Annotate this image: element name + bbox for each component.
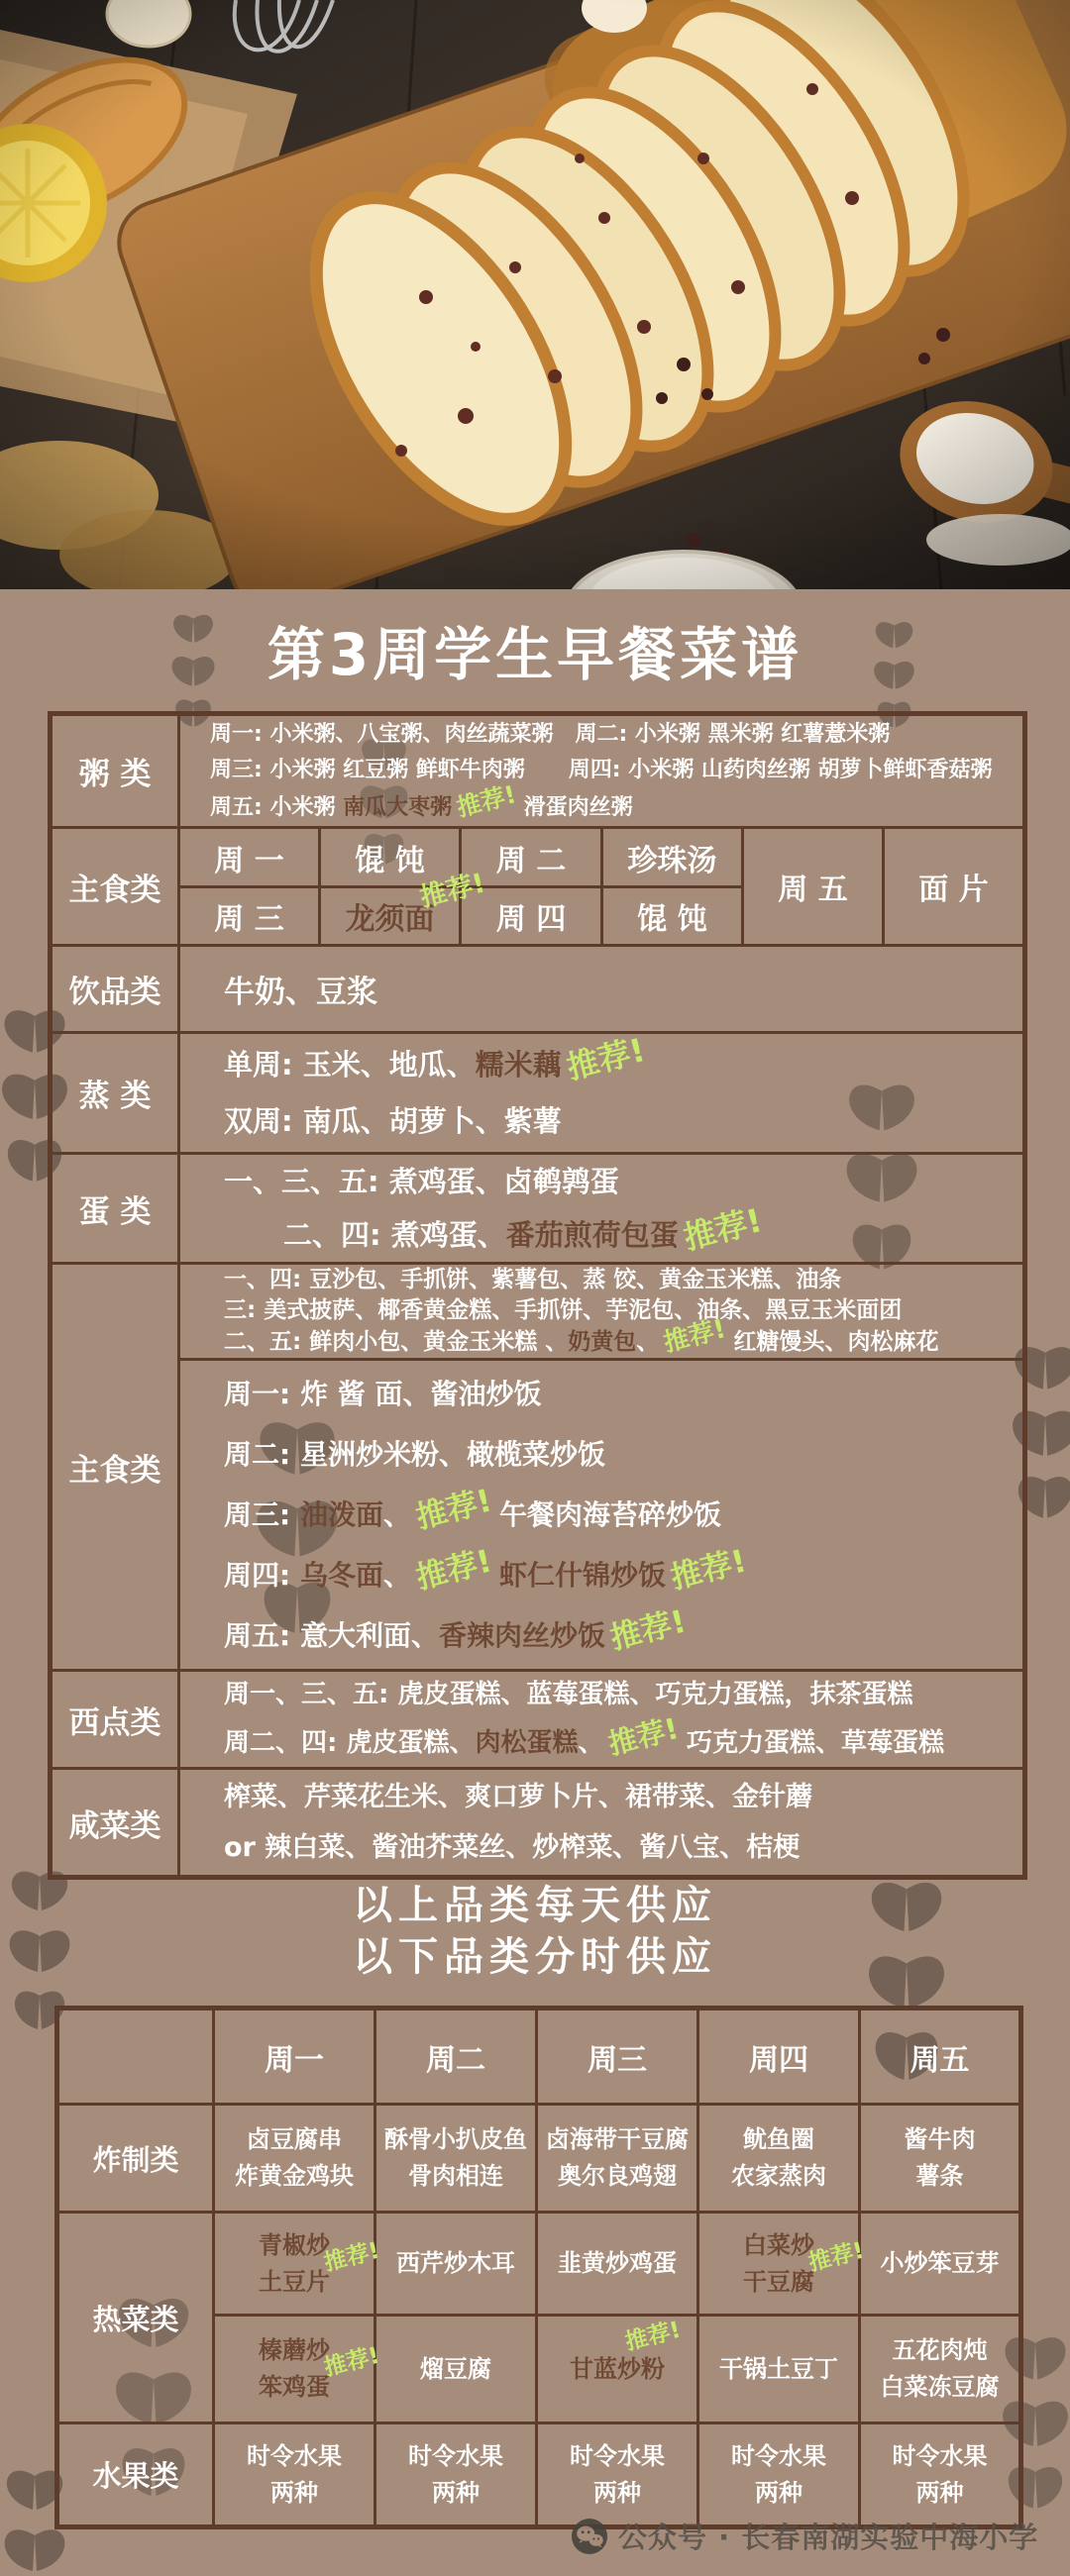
dish-text: 周四:: [224, 1559, 300, 1592]
dish-cell: [602, 828, 743, 887]
menu-line: [224, 1605, 1022, 1666]
highlighted-dish: 肉松蛋糕: [475, 1728, 579, 1758]
menu-line: [224, 1093, 1022, 1150]
row-day-header: [57, 2009, 1021, 2105]
wechat-icon: [571, 2518, 608, 2555]
footer-text: 公众号 · 长春南湖实验中海小学: [618, 2521, 1039, 2554]
recommend-badge: 推荐!: [667, 1543, 750, 1597]
category-label-eggs: 蛋 类: [51, 1154, 179, 1264]
category-label-fried: 炸制类: [57, 2105, 214, 2213]
highlighted-dish-cell: [214, 2316, 382, 2423]
menu-line: 甘蓝炒粉: [570, 2354, 665, 2383]
dish-cell: [860, 2105, 1021, 2213]
row-noodles-a: [51, 828, 1025, 887]
dish-cell: [375, 2316, 537, 2423]
category-label-hot: 热菜类: [57, 2213, 214, 2423]
menu-line: [224, 1822, 1022, 1873]
dish-cell: [884, 828, 1025, 946]
menu-content-eggs: [179, 1154, 1025, 1264]
dish-text: 周 四: [495, 902, 567, 937]
dish-cell: [214, 2423, 375, 2527]
menu-line: [224, 1711, 1022, 1767]
dish-text: 馄 饨: [355, 843, 425, 878]
row-staple-a: [51, 1264, 1025, 1360]
dish-text: 周一、三、五: 虎皮蛋糕、蓝莓蛋糕、巧克力蛋糕，抹茶蛋糕: [224, 1680, 913, 1709]
menu-line: 酱牛肉: [904, 2125, 976, 2153]
dish-text: 周三:: [224, 1498, 300, 1531]
menu-line: [224, 1545, 1022, 1605]
dish-text: 榨菜、芹菜花生米、爽口萝卜片、裙带菜、金针蘑: [224, 1782, 812, 1812]
day-header-3: 周三: [537, 2009, 698, 2105]
menu-line: 两种: [755, 2478, 802, 2507]
recommend-badge: 推荐!: [661, 1313, 729, 1359]
row-eggs: [51, 1154, 1025, 1264]
menu-line: [224, 1295, 1022, 1326]
dish-text: 周一: 小米粥、八宝粥、肉丝蔬菜粥 周二: 小米粥 黑米粥 红薯薏米粥: [210, 721, 891, 747]
menu-line: [224, 1485, 1022, 1545]
menu-line: [224, 967, 1022, 1011]
row-drinks: [51, 946, 1025, 1033]
menu-line: 韭黄炒鸡蛋: [558, 2249, 677, 2277]
row-fried: [57, 2105, 1021, 2213]
dish-text: or 辣白菜、酱油芥菜丝、炒榨菜、酱八宝、桔梗: [224, 1832, 801, 1863]
highlighted-dish: 奶黄包: [568, 1329, 637, 1355]
menu-line: [224, 1031, 1022, 1093]
menu-line: [210, 717, 1022, 753]
dish-text: 周五: 小米粥: [210, 794, 344, 820]
row-pickles: [51, 1769, 1025, 1878]
row-porridge: [51, 714, 1025, 828]
menu-line: [224, 1265, 1022, 1295]
notice-line-1: 以上品类每天供应: [353, 1883, 717, 1928]
category-label-drinks: 饮品类: [51, 946, 179, 1033]
highlighted-dish: 龙须面: [345, 902, 435, 937]
recommend-badge: 推荐!: [321, 2237, 382, 2277]
recommend-badge: 推荐!: [679, 1200, 766, 1257]
notice-line-2: 以下品类分时供应: [353, 1934, 717, 1980]
dish-text: 、: [382, 1498, 411, 1531]
dish-text: 周 五: [778, 873, 848, 907]
row-staple-b: [51, 1360, 1025, 1671]
recommend-badge: 推荐!: [321, 2342, 382, 2382]
category-label-pickles: 咸菜类: [51, 1769, 179, 1878]
category-label-fruit: 水果类: [57, 2423, 214, 2527]
menu-line: 鱿鱼圈: [743, 2125, 814, 2153]
dish-cell: [537, 2423, 698, 2527]
dish-cell: [860, 2213, 1021, 2316]
dish-text: 三: 美式披萨、椰香黄金糕、手抓饼、芋泥包、油条、黑豆玉米面团: [224, 1297, 903, 1323]
highlighted-dish: 乌冬面: [299, 1559, 383, 1592]
menu-line: 两种: [432, 2478, 480, 2507]
menu-line: 炸黄金鸡块: [235, 2162, 354, 2190]
menu-content-pickles: [179, 1769, 1025, 1878]
dish-cell: [698, 2423, 860, 2527]
row-fruit: [57, 2423, 1021, 2527]
dish-text: 周五: 意大利面、: [224, 1619, 439, 1652]
recommend-badge: 推荐!: [412, 1483, 495, 1536]
corner-cell: [57, 2009, 214, 2105]
menu-line: 小炒笨豆芽: [880, 2249, 1000, 2277]
daily-menu-table: [48, 711, 1027, 1880]
day-header-4: 周四: [698, 2009, 860, 2105]
highlighted-dish-cell: [214, 2213, 382, 2316]
dish-cell: [537, 2213, 698, 2316]
menu-line: 时令水果: [731, 2441, 826, 2470]
menu-line: [224, 1313, 1022, 1359]
dish-text: 牛奶、豆浆: [224, 975, 377, 1010]
category-label-pastry: 西点类: [51, 1671, 179, 1769]
recommend-badge: 推荐!: [622, 2317, 684, 2356]
menu-line: 卤海带干豆腐: [546, 2125, 689, 2153]
dish-cell: [320, 868, 488, 946]
menu-line: 西芹炒木耳: [396, 2249, 515, 2277]
menu-line: 熘豆腐: [420, 2354, 491, 2383]
dish-text: 馄 饨: [637, 902, 707, 937]
dish-cell: [375, 2105, 537, 2213]
dish-text: 一、三、五: 煮鸡蛋、卤鹌鹑蛋: [224, 1164, 619, 1198]
row-pastry: [51, 1671, 1025, 1769]
dish-text: 、: [636, 1329, 660, 1355]
highlighted-dish: 油泼面: [299, 1498, 383, 1531]
dish-text: 周二、四: 虎皮蛋糕、: [224, 1728, 476, 1758]
hero-photo: [0, 0, 1070, 589]
row-steamed: [51, 1033, 1025, 1154]
supply-notice: [0, 1880, 1070, 1983]
dish-text: 午餐肉海苔碎炒饭: [499, 1498, 722, 1531]
dish-text: 、: [578, 1728, 604, 1758]
dish-text: 红糖馒头、肉松麻花: [733, 1329, 939, 1355]
highlighted-dish: 虾仁什锦炒饭: [499, 1559, 667, 1592]
dish-text: 周 二: [495, 843, 567, 878]
dish-cell: [698, 2316, 860, 2423]
recommend-badge: 推荐!: [562, 1031, 649, 1087]
menu-line: 榛蘑炒: [259, 2336, 330, 2364]
recommend-badge: 推荐!: [606, 1603, 690, 1657]
dish-cell: [698, 2105, 860, 2213]
highlighted-dish: 糯米藕: [475, 1048, 562, 1082]
dish-text: 二、四: 煮鸡蛋、: [283, 1217, 506, 1252]
dish-text: 周二: 星洲炒米粉、橄榄菜炒饭: [224, 1438, 605, 1471]
menu-line: 骨肉相连: [408, 2162, 503, 2190]
menu-line: 青椒炒: [259, 2230, 330, 2259]
page-title: 第3周学生早餐菜谱: [267, 621, 803, 688]
dish-text: 周一: 炸 酱 面、酱油炒饭: [224, 1378, 542, 1410]
dish-cell: [860, 2423, 1021, 2527]
menu-line: [224, 1364, 1022, 1424]
footer: [571, 2516, 1038, 2556]
category-label-steamed: 蒸 类: [51, 1033, 179, 1154]
highlighted-dish: 南瓜大枣粥: [343, 794, 453, 820]
menu-line: 时令水果: [247, 2441, 342, 2470]
menu-line: 时令水果: [408, 2441, 503, 2470]
dish-text: 单周: 玉米、地瓜、: [224, 1048, 476, 1082]
recommend-badge: 推荐!: [605, 1711, 683, 1762]
day-header-1: 周一: [214, 2009, 375, 2105]
menu-line: 卤豆腐串: [247, 2125, 342, 2153]
menu-line: [210, 753, 1022, 788]
highlighted-dish-cell: [698, 2213, 867, 2316]
dish-text: 周 三: [214, 902, 284, 937]
menu-content-staple-a: [179, 1264, 1025, 1360]
menu-line: 五花肉炖: [892, 2336, 988, 2364]
category-label-noodles: 主食类: [51, 828, 179, 946]
menu-line: 干豆腐: [743, 2267, 814, 2296]
dish-cell: [214, 2105, 375, 2213]
menu-line: [224, 1772, 1022, 1822]
dish-text: 周三: 小米粥 红豆粥 鲜虾牛肉粥 周四: 小米粥 山药肉丝粥 胡萝卜鲜虾香菇粥: [210, 757, 993, 782]
day-header-2: 周二: [375, 2009, 537, 2105]
category-label-porridge: 粥 类: [51, 714, 179, 828]
dish-cell: [179, 828, 320, 887]
dish-cell: [860, 2316, 1021, 2423]
dish-text: 面 片: [918, 873, 989, 907]
menu-line: 白菜冻豆腐: [880, 2373, 1000, 2401]
menu-line: 时令水果: [892, 2441, 988, 2470]
dish-cell: [537, 2105, 698, 2213]
menu-line: 酥骨小扒皮鱼: [384, 2125, 527, 2153]
scheduled-menu-table: [54, 2006, 1023, 2529]
menu-line: 白菜炒: [743, 2230, 814, 2259]
menu-line: [224, 1156, 1022, 1208]
dish-cell: [743, 828, 884, 946]
menu-line: 土豆片: [259, 2267, 330, 2296]
dish-cell: [602, 887, 743, 946]
menu-line: 笨鸡蛋: [259, 2373, 330, 2401]
dish-cell: [375, 2423, 537, 2527]
recommend-badge: 推荐!: [454, 778, 519, 822]
menu-line: [224, 1672, 1022, 1718]
dish-cell: [179, 887, 320, 946]
highlighted-dish: 香辣肉丝炒饭: [438, 1619, 605, 1652]
menu-content-steamed: [179, 1033, 1025, 1154]
row-hot-1: [57, 2213, 1021, 2316]
menu-line: [224, 1424, 1022, 1485]
recommend-badge: 推荐!: [805, 2237, 867, 2277]
recommend-badge: 推荐!: [416, 868, 488, 914]
category-label-staple: 主食类: [51, 1264, 179, 1671]
menu-line: [224, 1200, 1022, 1262]
menu-line: 农家蒸肉: [731, 2162, 826, 2190]
menu-line: 两种: [915, 2478, 964, 2507]
dish-cell: [375, 2213, 537, 2316]
dish-text: 周 一: [214, 843, 284, 878]
highlighted-dish: 番茄煎荷包蛋: [505, 1217, 679, 1252]
dish-text: 二、五: 鲜肉小包、黄金玉米糕 、: [224, 1329, 569, 1355]
menu-line: 干锅土豆丁: [719, 2354, 838, 2383]
dish-text: 、: [382, 1559, 411, 1592]
menu-content-pastry: [179, 1671, 1025, 1769]
menu-line: 奥尔良鸡翅: [558, 2162, 677, 2190]
menu-line: 两种: [270, 2478, 318, 2507]
recommend-badge: 推荐!: [412, 1543, 495, 1597]
menu-line: 时令水果: [570, 2441, 665, 2470]
menu-content-drinks: [179, 946, 1025, 1033]
menu-content-porridge: [179, 714, 1025, 828]
dish-text: 一、四: 豆沙包、手抓饼、紫薯包、蒸 饺、黄金玉米糕、油条: [224, 1267, 842, 1292]
menu-line: 薯条: [915, 2162, 964, 2190]
menu-line: [210, 778, 1022, 826]
highlighted-dish-cell: [537, 2316, 698, 2423]
dish-text: 滑蛋肉丝粥: [523, 794, 633, 820]
menu-line: 两种: [593, 2478, 641, 2507]
day-header-5: 周五: [860, 2009, 1021, 2105]
dish-text: 双周: 南瓜、胡萝卜、紫薯: [224, 1104, 562, 1138]
dish-text: 巧克力蛋糕、草莓蛋糕: [686, 1728, 944, 1758]
menu-content-staple-b: [179, 1360, 1025, 1671]
dish-text: 珍珠汤: [627, 843, 717, 878]
